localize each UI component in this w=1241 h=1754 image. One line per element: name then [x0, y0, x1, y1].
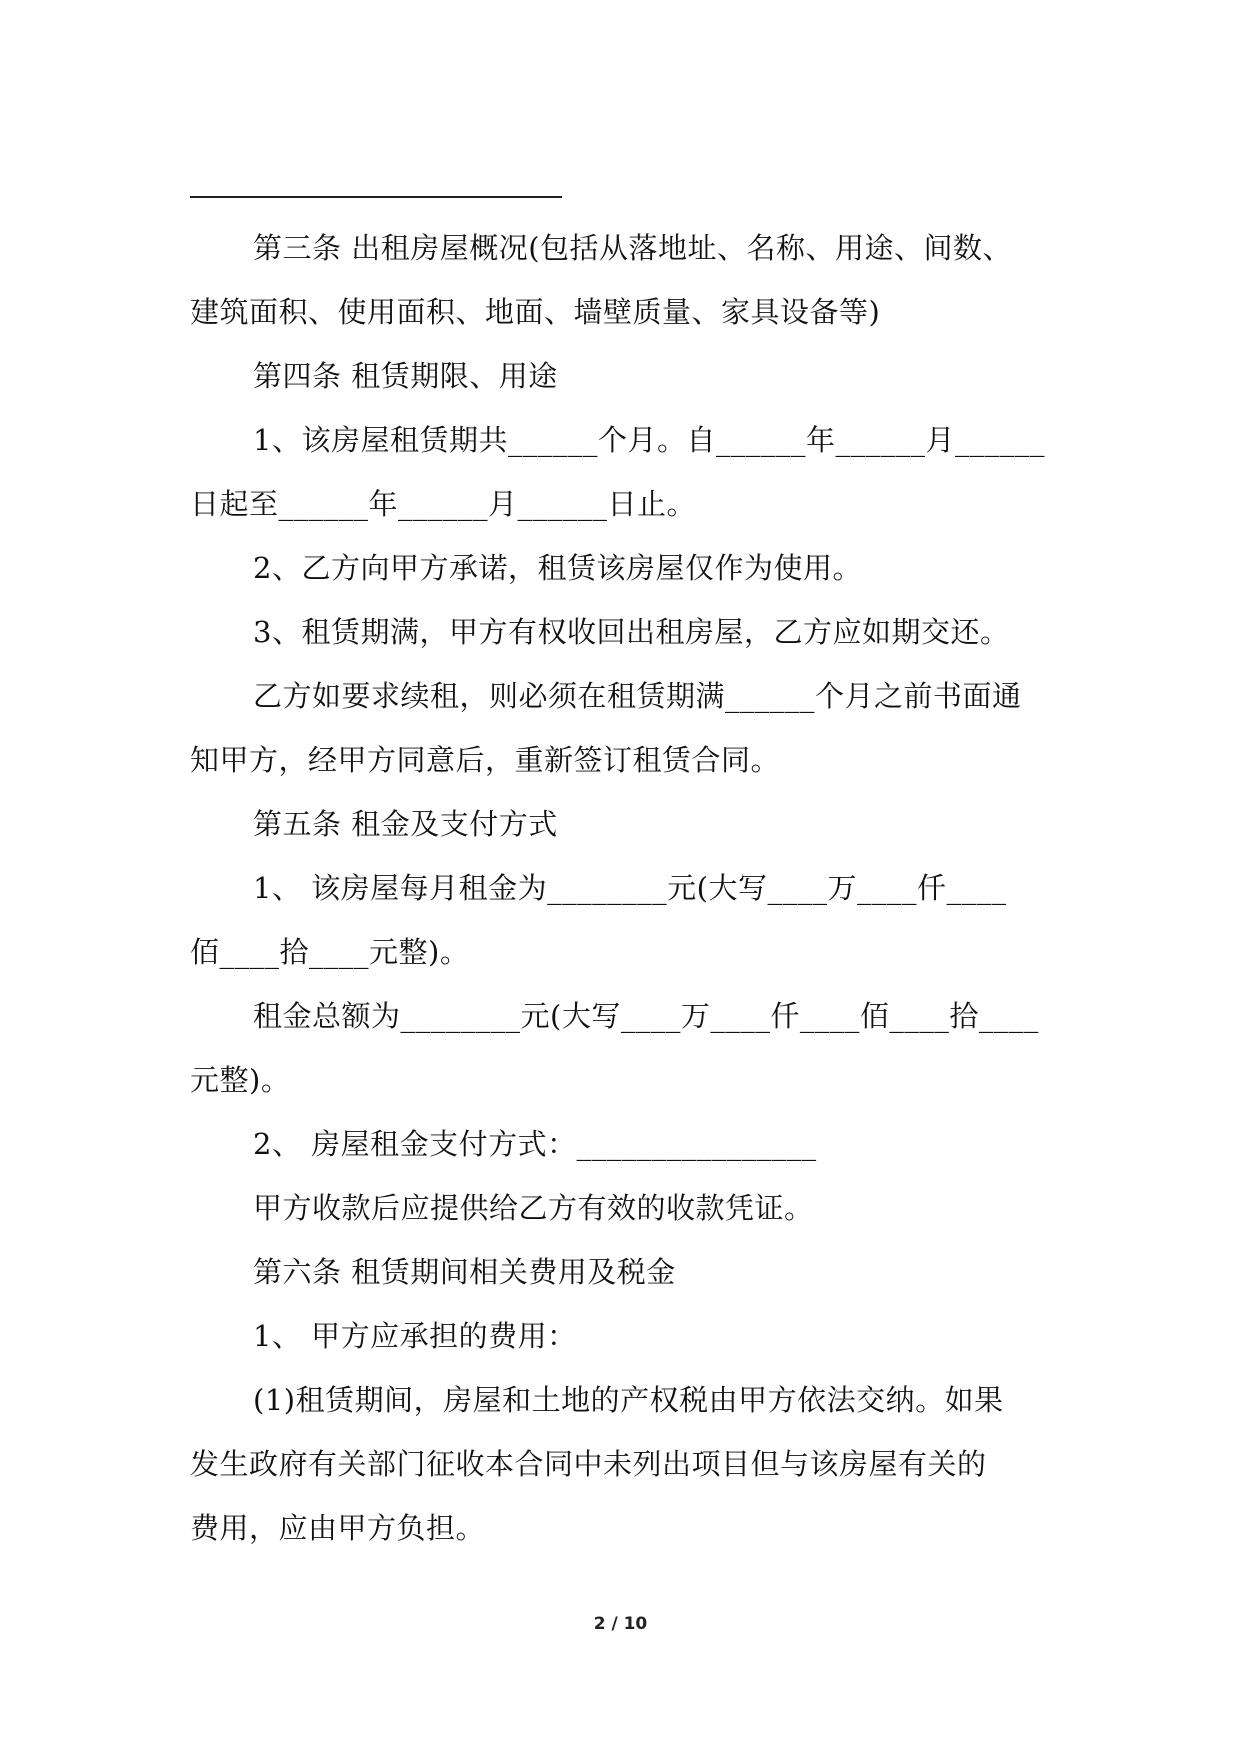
text-line: 费用，应由甲方负担。 [190, 1511, 486, 1545]
text-line: 乙方如要求续租，则必须在租赁期满______个月之前书面通 [253, 679, 1022, 713]
text-line: 知甲方，经甲方同意后，重新签订租赁合同。 [190, 743, 781, 777]
text-line: 第五条 租金及支付方式 [253, 807, 558, 841]
text-line: 第六条 租赁期间相关费用及税金 [253, 1255, 676, 1289]
page-number: 2 / 10 [593, 1614, 648, 1634]
text-line: (1)租赁期间，房屋和土地的产权税由甲方依法交纳。如果 [253, 1383, 1004, 1417]
text-line: 1、 该房屋每月租金为________元(大写____万____仟____ [253, 871, 1007, 905]
text-line: 租金总额为________元(大写____万____仟____佰____拾____ [253, 999, 1039, 1033]
text-line: 建筑面积、使用面积、地面、墙壁质量、家具设备等) [190, 295, 881, 329]
text-line: 2、乙方向甲方承诺，租赁该房屋仅作为使用。 [253, 551, 862, 585]
text-line: 日起至______年______月______日止。 [190, 487, 697, 521]
text-line: 元整)。 [190, 1063, 291, 1097]
text-line: 甲方收款后应提供给乙方有效的收款凭证。 [253, 1191, 814, 1225]
text-line: 第三条 出租房屋概况(包括从落地址、名称、用途、间数、 [253, 231, 1013, 265]
text-line: 1、该房屋租赁期共______个月。自______年______月______ [253, 423, 1045, 457]
text-line: 发生政府有关部门征收本合同中未列出项目但与该房屋有关的 [190, 1447, 987, 1481]
text-line: 佰____拾____元整)。 [190, 935, 470, 969]
text-line: 2、 房屋租金支付方式：________________ [253, 1127, 817, 1161]
blank-fill-line [190, 196, 562, 198]
text-line: 3、租赁期满，甲方有权收回出租房屋，乙方应如期交还。 [253, 615, 1010, 649]
text-line: 1、 甲方应承担的费用： [253, 1319, 577, 1353]
text-line: 第四条 租赁期限、用途 [253, 359, 558, 393]
